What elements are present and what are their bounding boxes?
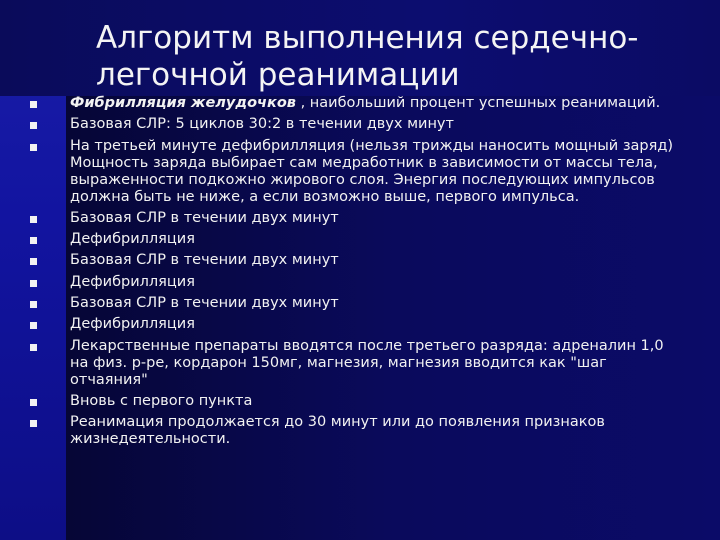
bullet-text: Базовая СЛР в течении двух минут <box>70 209 339 226</box>
bullet-list <box>0 95 720 453</box>
bullet-item <box>0 95 720 112</box>
bullet-text: Дефибрилляция <box>70 316 195 333</box>
square-bullet-icon <box>30 420 37 427</box>
bullet-text: Дефибрилляция <box>70 231 195 248</box>
bullet-text: Базовая СЛР в течении двух минут <box>70 252 339 269</box>
bullet-item <box>0 316 720 333</box>
bullet-text: На третьей минуте дефибрилляция (нельзя трижды наносить мощный заряд) Мощность заряда выбирает сам медработник в зависимости от массы тела, выраженности подкожно жирового слоя. Энергия последующих импульсов должна быть не ниже, а если возможно выше, первого импульса. <box>70 137 674 205</box>
bullet-item <box>0 414 720 448</box>
bullet-text: Базовая СЛР в течении двух минут <box>70 295 339 312</box>
bullet-item <box>0 116 720 133</box>
square-bullet-icon <box>30 344 37 351</box>
square-bullet-icon <box>30 399 37 406</box>
bullet-text: Базовая СЛР: 5 циклов 30:2 в течении двух минут <box>70 116 454 133</box>
bullet-text: Вновь с первого пункта <box>70 392 253 409</box>
bullet-item <box>0 393 720 410</box>
bullet-item <box>0 138 720 206</box>
bullet-text: Лекарственные препараты вводятся после третьего разряда: адреналин 1,0 на физ. р-ре, кордарон 150мг, магнезия, магнезия вводится как "шаг отчаяния" <box>70 337 664 388</box>
square-bullet-icon <box>30 322 37 329</box>
square-bullet-icon <box>30 301 37 308</box>
bullet-item <box>0 295 720 312</box>
bullet-text: , наибольший процент успешных реанимаций. <box>295 95 661 111</box>
square-bullet-icon <box>30 237 37 244</box>
square-bullet-icon <box>30 144 37 151</box>
bullet-text: Дефибрилляция <box>70 273 195 290</box>
slide-title: Алгоритм выполнения сердечно-легочной реанимации <box>96 20 639 93</box>
square-bullet-icon <box>30 216 37 223</box>
square-bullet-icon <box>30 258 37 265</box>
bullet-emphasis: Фибрилляция желудочков <box>70 95 296 111</box>
bullet-text: Реанимация продолжается до 30 минут или до появления признаков жизнедеятельности. <box>70 414 605 448</box>
bullet-item <box>0 274 720 291</box>
bullet-item <box>0 338 720 389</box>
square-bullet-icon <box>30 122 37 129</box>
square-bullet-icon <box>30 280 37 287</box>
bullet-item <box>0 210 720 227</box>
bullet-item <box>0 252 720 269</box>
square-bullet-icon <box>30 101 37 108</box>
bullet-item <box>0 231 720 248</box>
